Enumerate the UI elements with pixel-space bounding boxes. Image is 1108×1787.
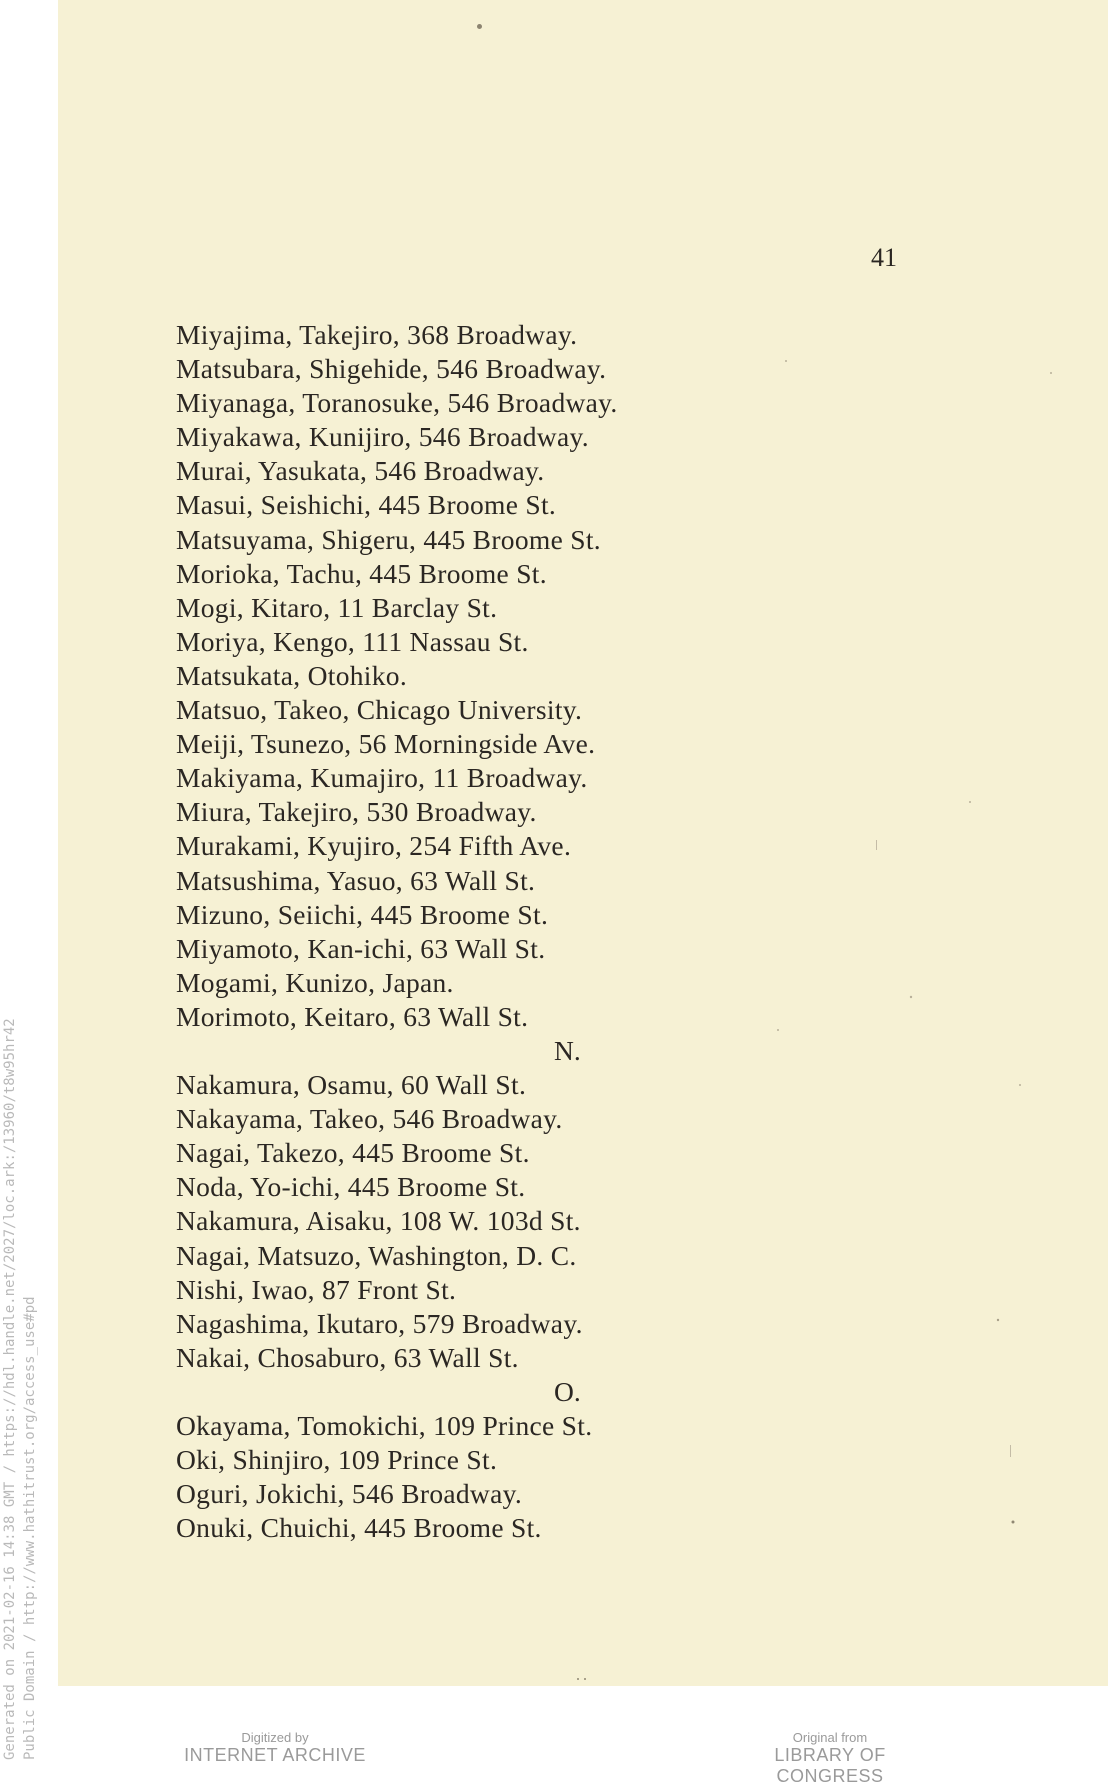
directory-entry: Matsukata, Otohiko. [176, 659, 408, 691]
directory-entry: Nishi, Iwao, 87 Front St. [176, 1273, 457, 1305]
directory-entry: Oguri, Jokichi, 546 Broadway. [176, 1478, 523, 1510]
digitized-by-credit [170, 1730, 380, 1766]
directory-entry: Oki, Shinjiro, 109 Prince St. [176, 1444, 498, 1476]
directory-entry: Nagashima, Ikutaro, 579 Broadway. [176, 1307, 583, 1339]
directory-entry: Murakami, Kyujiro, 254 Fifth Ave. [176, 830, 572, 862]
directory-entry: Noda, Yo-ichi, 445 Broome St. [176, 1171, 526, 1203]
directory-entry: Okayama, Tomokichi, 109 Prince St. [176, 1410, 593, 1441]
directory-entry: Nakayama, Takeo, 546 Broadway. [176, 1103, 563, 1135]
section-heading-n: N. [554, 1034, 581, 1066]
original-from-credit [720, 1730, 940, 1787]
directory-entry: Miyanaga, Toranosuke, 546 Broadway. [176, 387, 618, 419]
directory-entry: Mizuno, Seiichi, 445 Broome St. [176, 898, 549, 930]
directory-entry: Nakamura, Aisaku, 108 W. 103d St. [176, 1205, 581, 1237]
hathitrust-watermark [0, 1018, 40, 1760]
directory-entry: Murai, Yasukata, 546 Broadway. [176, 455, 545, 487]
directory-entry: Mogami, Kunizo, Japan. [176, 966, 454, 998]
page-number: 41 [871, 243, 897, 272]
credit-caption: Original from [792, 1730, 868, 1745]
directory-entry: Matsubara, Shigehide, 546 Broadway. [176, 353, 607, 385]
directory-entry: Onuki, Chuichi, 445 Broome St. [176, 1512, 542, 1544]
watermark-line: Generated on 2021-02-16 14:38 GMT / https://hdl.handle.net/2027/loc.ark:/13960/t8w95hr42 [2, 1018, 18, 1760]
watermark-line: Public Domain / http://www.hathitrust.org/access_use#pd [22, 1296, 38, 1760]
directory-entry: Meiji, Tsunezo, 56 Morningside Ave. [176, 728, 596, 760]
directory-entry: Nakai, Chosaburo, 63 Wall St. [176, 1341, 519, 1373]
directory-entry: Miyamoto, Kan-ichi, 63 Wall St. [176, 932, 546, 964]
directory-entry: Nakamura, Osamu, 60 Wall St. [176, 1069, 527, 1101]
section-heading-o: O. [554, 1375, 581, 1407]
paper-specks [58, 0, 1108, 1686]
directory-entry: Miyajima, Takejiro, 368 Broadway. [176, 319, 578, 350]
directory-entry: Morimoto, Keitaro, 63 Wall St. [176, 1000, 529, 1032]
directory-entry: Nagai, Matsuzo, Washington, D. C. [176, 1239, 577, 1271]
directory-entry: Makiyama, Kumajiro, 11 Broadway. [176, 762, 588, 794]
directory-entry: Matsuo, Takeo, Chicago University. [176, 694, 583, 726]
directory-entry: Nagai, Takezo, 445 Broome St. [176, 1137, 530, 1169]
scanned-page [58, 0, 1108, 1686]
directory-entry: Matsuyama, Shigeru, 445 Broome St. [176, 523, 601, 555]
credit-name: LIBRARY OF CONGRESS [774, 1745, 886, 1786]
directory-entry: Matsushima, Yasuo, 63 Wall St. [176, 864, 536, 896]
directory-entry: Masui, Seishichi, 445 Broome St. [176, 489, 557, 521]
credit-name: INTERNET ARCHIVE [184, 1745, 366, 1765]
directory-entry: Mogi, Kitaro, 11 Barclay St. [176, 591, 498, 623]
directory-entry: Morioka, Tachu, 445 Broome St. [176, 557, 547, 589]
directory-entry: Moriya, Kengo, 111 Nassau St. [176, 625, 529, 657]
directory-entry: Miura, Takejiro, 530 Broadway. [176, 796, 537, 828]
credit-caption: Digitized by [241, 1730, 309, 1745]
directory-entry: Miyakawa, Kunijiro, 546 Broadway. [176, 421, 589, 453]
